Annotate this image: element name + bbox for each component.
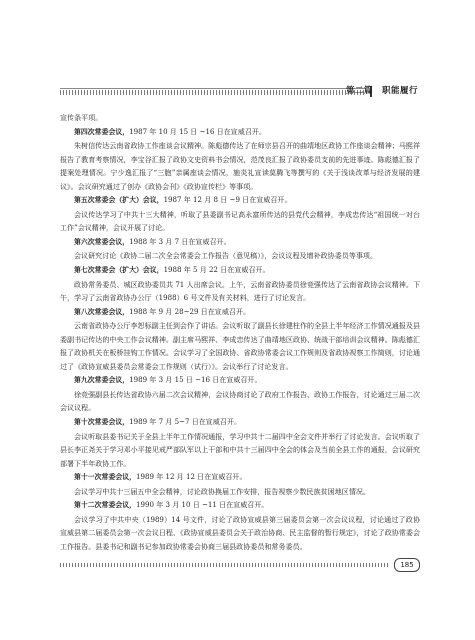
paragraph-text: 会议听取县委书记关于全县上半年工作情况通报，学习中共十二届四中全会文件并举行了讨论发言。会议听取了县长李正尧关于学习邓小平接见戒严部队军以上干部和中共十三届四中全会的体会及当前全县工作的通报，会议研究部署下半年政协工作。 <box>60 431 420 468</box>
paragraph-text: 云南省政协办公厅李恕标副主任到会作了讲话。会议听取了副县长徐建柱作的全县上半年经济工作情况通报及县委副书记传达的中央工作会议精神。副主席马熙祥、李成忠传达了曲靖地区政协、统战干部培训会议精神。陈彪德汇报了政协机关在板桥挂钩工作情况。会议学习了全国政协、省政协常委会议工作规则及省政协视察工作简则，讨论通过了《政协宣威县委员会常委会工作规则（试行）》。会议举行了讨论发言。 <box>60 321 420 371</box>
paragraph-text: 会议学习了中共中央（1989）14 号文件，讨论了政协宣威县第三届委员会第一次会议议程，讨论通过了政协宣威县第二届委员会第一次会议日程、《政协宣威县委员会关于政治协商、民主监督的暂行规定》，讨论了政协常委会工作报告。县委书记和副书记参加政协常委会协商三届县政协委员和常务委员。 <box>60 514 420 551</box>
paragraph-text: 会议传达学习了中共十三大精神，听取了县委副书记高永富所传达的县党代会精神，李成忠传达“祖国统一对台工作”会议精神，会议开展了讨论。 <box>60 209 420 233</box>
paragraph-text: 会议学习中共十三届五中全会精神，讨论政协换届工作安排，报告视察少数民族贫困地区情况。 <box>74 486 370 496</box>
paragraph-text: 会议研究讨论《政协二届二次全会常委会工作报告（意见稿）》，会议议程及增补政协委员等事项。 <box>74 251 378 261</box>
paragraph-text: 徐竞强副县长传达省政协六届二次会议精神，会议协商讨论了政府工作报告、政协工作报告，讨论通过三届二次会议议程。 <box>60 389 420 413</box>
header-dotted-rule <box>60 90 365 95</box>
meeting-title: 第四次常委会议， <box>74 127 130 136</box>
paragraph <box>60 305 420 320</box>
paragraph-text: 1988 年 9 月 28~29 日在宣威召开。 <box>129 306 251 316</box>
meeting-title: 第七次常委会（扩大）会议， <box>74 266 164 275</box>
paragraph-text: 1987 年 10 月 15 日 ~16 日在宣威召开。 <box>129 126 267 136</box>
page-number: 185 <box>394 558 420 572</box>
paragraph-text: 朱树信传达云南省政协工作座谈会议精神。陈彪德传达了在师宗县召开的曲靖地区政协工作座谈会精神；马熙祥报告了教育考察情况，李宝谷汇报了政协文史资料书会情况，范茂良汇报了政协委员支前的先进事迹。陈彪德汇报了提案处理情况。宁少逸汇报了“三胞”亲属座谈会情况，施炎礼宣读莫腾飞等撰写的《关于浅谈改革与经济发展的建议》。会议研究通过了创办《政协会刊》《政协宣传栏》等事项。 <box>60 141 420 191</box>
page-footer <box>60 560 420 570</box>
header-rule-top <box>60 88 365 89</box>
paragraph-text: 1988 年 3 月 7 日在宣威召开。 <box>129 236 231 246</box>
paragraph <box>60 388 420 415</box>
paragraph-text: 1990 年 3 月 10 日 ~11 日在宣威召开。 <box>136 500 269 510</box>
meeting-title: 第五次常委会（扩大）会议， <box>74 196 164 205</box>
paragraph <box>60 125 420 140</box>
paragraph <box>60 208 420 235</box>
paragraph <box>60 249 420 263</box>
paragraph <box>60 513 420 554</box>
running-header <box>60 84 418 98</box>
section-title: 第二篇 职能履行 <box>345 86 418 96</box>
paragraph <box>60 498 420 513</box>
paragraph-text: 1989 年 3 月 15 日 ~16 日在宣威召开。 <box>129 375 262 385</box>
paragraph <box>60 415 420 430</box>
paragraph-text: 政协常务委员、城区政协委员共 71 人出席会议。上午，云南省政协委员徐竞强传达了云南省政协会议精神。下午，学习了云南省政协办公厅（1988）6 号文件及有关材料，进行了讨论发言。 <box>60 279 420 303</box>
meeting-title: 第十次常委会议， <box>74 418 130 427</box>
paragraph <box>60 373 420 388</box>
paragraph-text: 1989 年 12 月 12 日在宣威召开。 <box>136 472 247 482</box>
meeting-title: 第十一次常委会议， <box>74 473 137 482</box>
paragraph <box>60 430 420 471</box>
meeting-title: 第八次常委会议， <box>74 307 130 316</box>
meeting-title: 第十二次常委会议， <box>74 501 137 510</box>
document-body <box>60 111 420 554</box>
meeting-title: 第九次常委会议， <box>74 376 130 385</box>
paragraph <box>60 263 420 278</box>
paragraph <box>60 319 420 373</box>
paragraph <box>60 193 420 208</box>
paragraph-text: 1987 年 12 月 8 日 ~9 日在宣威召开。 <box>163 195 292 205</box>
paragraph-text: 宣传条平项。 <box>60 113 103 122</box>
paragraph <box>60 111 420 125</box>
paragraph <box>60 235 420 250</box>
paragraph <box>60 278 420 305</box>
footer-dotted-rule <box>60 563 388 567</box>
paragraph-text: 1988 年 5 月 22 日在宣威召开。 <box>163 265 270 275</box>
paragraph-text: 1989 年 7 月 5~7 日在宣威召开。 <box>129 417 242 427</box>
meeting-title: 第六次常委会议， <box>74 237 130 246</box>
paragraph <box>60 139 420 193</box>
paragraph <box>60 470 420 485</box>
paragraph <box>60 485 420 499</box>
